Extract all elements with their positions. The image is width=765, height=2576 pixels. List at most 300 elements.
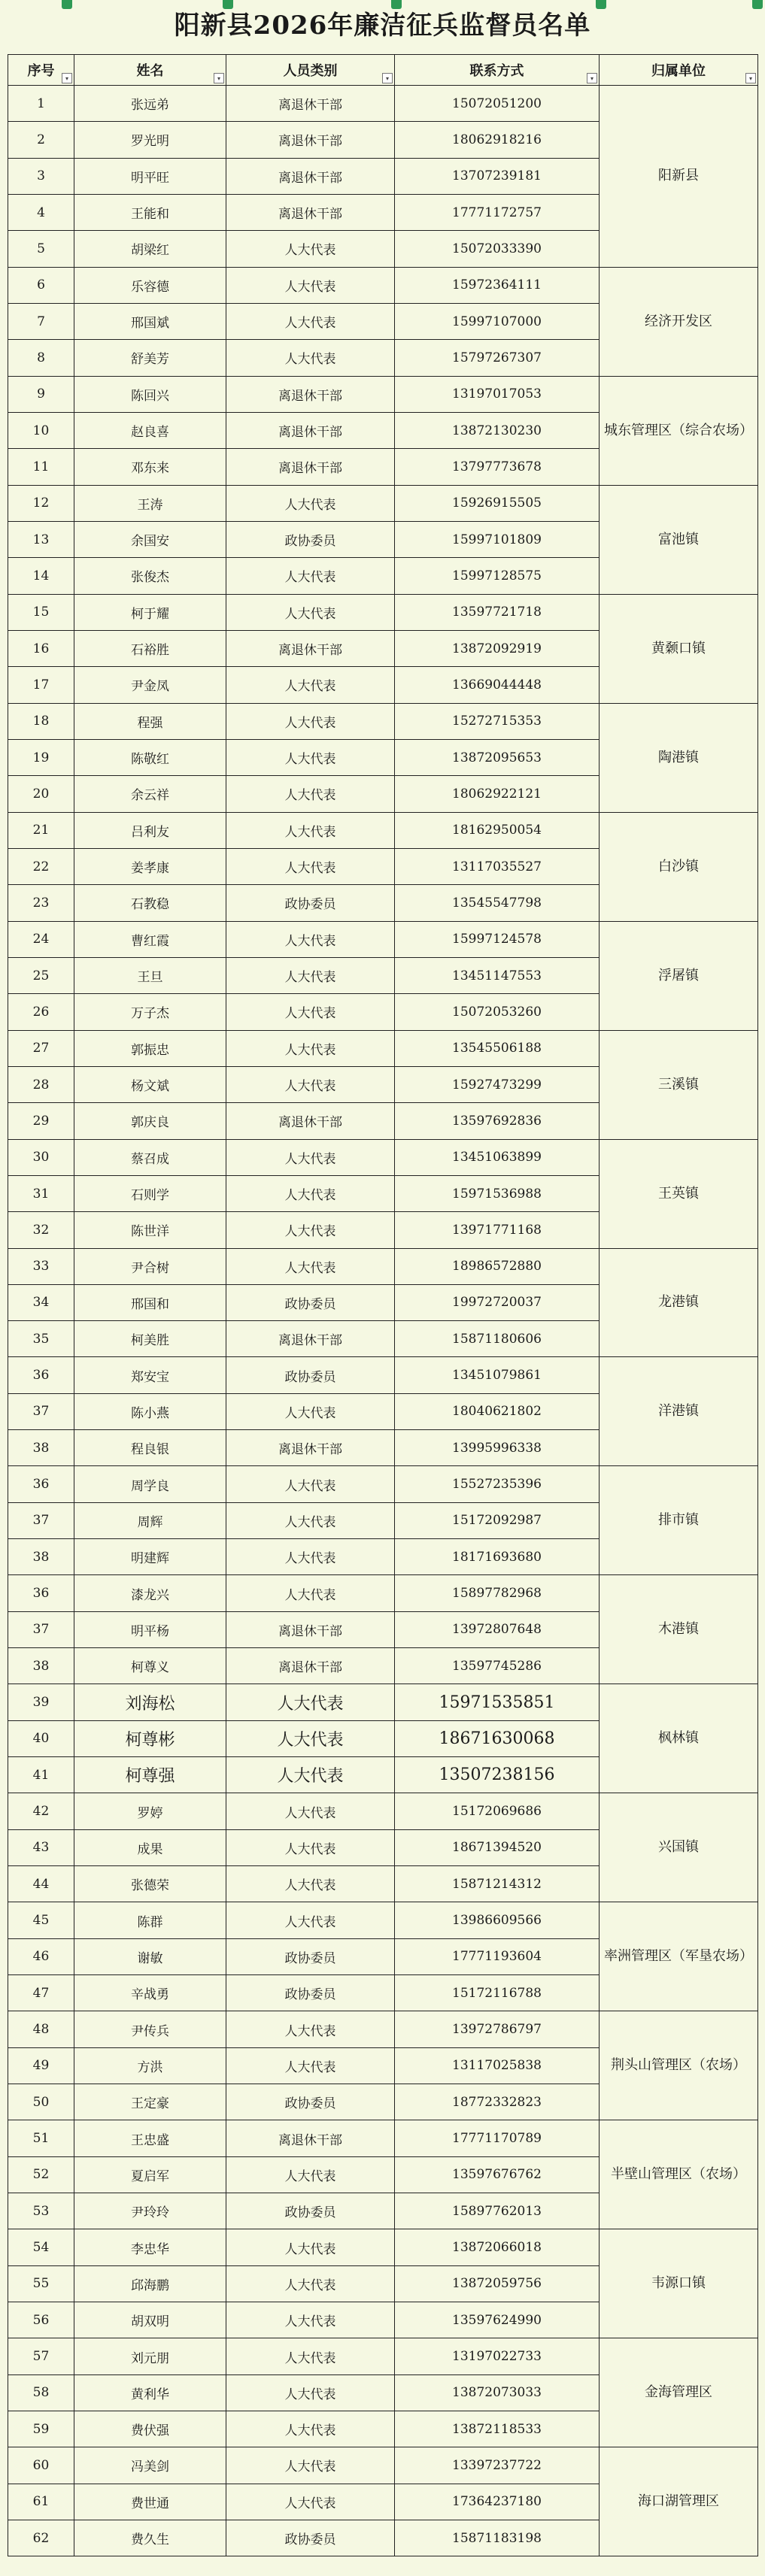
cell-no: 43 <box>8 1829 74 1865</box>
cell-name: 蔡召成 <box>74 1139 226 1175</box>
cell-category: 人大代表 <box>226 2374 395 2411</box>
cell-category: 人大代表 <box>226 812 395 848</box>
cell-no: 38 <box>8 1430 74 1466</box>
cell-no: 41 <box>8 1757 74 1793</box>
cell-name: 张德荣 <box>74 1866 226 1902</box>
cell-category: 离退休干部 <box>226 1321 395 1357</box>
cell-no: 33 <box>8 1248 74 1284</box>
cell-category: 人大代表 <box>226 2229 395 2265</box>
cell-no: 14 <box>8 558 74 594</box>
cell-name: 程良银 <box>74 1430 226 1466</box>
cell-no: 20 <box>8 776 74 812</box>
cell-phone: 13872066018 <box>395 2229 600 2265</box>
table-row <box>8 376 758 412</box>
filter-dropdown-icon[interactable]: ▾ <box>382 73 393 83</box>
cell-phone: 13197017053 <box>395 376 600 412</box>
cell-phone: 15871180606 <box>395 1321 600 1357</box>
cell-name: 程强 <box>74 703 226 739</box>
cell-category: 政协委员 <box>226 885 395 921</box>
cell-phone: 13597624990 <box>395 2302 600 2338</box>
cell-no: 34 <box>8 1284 74 1320</box>
cell-category: 人大代表 <box>226 848 395 884</box>
cell-no: 1 <box>8 86 74 122</box>
cell-category: 人大代表 <box>226 1175 395 1211</box>
cell-no: 21 <box>8 812 74 848</box>
cell-no: 35 <box>8 1321 74 1357</box>
cell-category: 人大代表 <box>226 1902 395 1938</box>
cell-no: 55 <box>8 2265 74 2302</box>
cell-name: 漆龙兴 <box>74 1575 226 1611</box>
cell-name: 费世通 <box>74 2484 226 2520</box>
cell-category: 政协委员 <box>226 2193 395 2229</box>
cell-category: 人大代表 <box>226 1684 395 1720</box>
cell-category: 离退休干部 <box>226 1430 395 1466</box>
cell-name: 周辉 <box>74 1502 226 1538</box>
cell-no: 38 <box>8 1539 74 1575</box>
table-row <box>8 1357 758 1393</box>
page-title: 阳新县2026年廉洁征兵监督员名单 <box>174 11 591 41</box>
cell-name: 张俊杰 <box>74 558 226 594</box>
cell-no: 8 <box>8 340 74 376</box>
cell-name: 柯尊义 <box>74 1648 226 1684</box>
filter-dropdown-icon[interactable]: ▾ <box>745 73 756 83</box>
cell-name: 陈群 <box>74 1902 226 1938</box>
table-row <box>8 1248 758 1284</box>
cell-org: 枫林镇 <box>600 1684 758 1793</box>
cell-no: 37 <box>8 1611 74 1647</box>
cell-no: 37 <box>8 1393 74 1429</box>
cell-phone: 15072051200 <box>395 86 600 122</box>
cell-no: 39 <box>8 1684 74 1720</box>
cell-category: 人大代表 <box>226 957 395 993</box>
header-phone[interactable]: 联系方式 ▾ <box>395 55 600 86</box>
cell-name: 尹传兵 <box>74 2011 226 2047</box>
table-row <box>8 1466 758 1502</box>
cell-no: 36 <box>8 1357 74 1393</box>
cell-phone: 13397237722 <box>395 2447 600 2484</box>
cell-name: 尹金凤 <box>74 667 226 703</box>
cell-phone: 13972807648 <box>395 1611 600 1647</box>
cell-category: 政协委员 <box>226 1284 395 1320</box>
cell-category: 人大代表 <box>226 1575 395 1611</box>
table-row <box>8 1793 758 1829</box>
cell-phone: 13117025838 <box>395 2047 600 2084</box>
cell-org: 率洲管理区（军垦农场） <box>600 1902 758 2011</box>
cell-no: 22 <box>8 848 74 884</box>
cell-category: 人大代表 <box>226 1212 395 1248</box>
cell-phone: 18171693680 <box>395 1539 600 1575</box>
filter-dropdown-icon[interactable]: ▾ <box>62 73 72 83</box>
cell-phone: 13507238156 <box>395 1757 600 1793</box>
cell-org: 富池镇 <box>600 485 758 594</box>
cell-org: 三溪镇 <box>600 1030 758 1139</box>
table-row <box>8 2120 758 2156</box>
cell-category: 人大代表 <box>226 2011 395 2047</box>
cell-name: 柯尊彬 <box>74 1720 226 1756</box>
cell-no: 60 <box>8 2447 74 2484</box>
cell-category: 人大代表 <box>226 921 395 957</box>
cell-name: 刘海松 <box>74 1684 226 1720</box>
cell-name: 赵良喜 <box>74 412 226 448</box>
cell-category: 人大代表 <box>226 594 395 630</box>
cell-name: 余国安 <box>74 521 226 557</box>
cell-phone: 17771193604 <box>395 1938 600 1974</box>
cell-no: 51 <box>8 2120 74 2156</box>
cell-name: 尹玲玲 <box>74 2193 226 2229</box>
header-name[interactable]: 姓名 ▾ <box>74 55 226 86</box>
filter-dropdown-icon[interactable]: ▾ <box>587 73 597 83</box>
cell-org: 陶港镇 <box>600 703 758 812</box>
cell-no: 56 <box>8 2302 74 2338</box>
cell-no: 58 <box>8 2374 74 2411</box>
cell-phone: 18162950054 <box>395 812 600 848</box>
cell-name: 邢国和 <box>74 1284 226 1320</box>
cell-category: 离退休干部 <box>226 122 395 158</box>
cell-no: 30 <box>8 1139 74 1175</box>
cell-no: 37 <box>8 1502 74 1538</box>
cell-org: 韦源口镇 <box>600 2229 758 2338</box>
cell-category: 人大代表 <box>226 2484 395 2520</box>
cell-name: 罗光明 <box>74 122 226 158</box>
cell-name: 方洪 <box>74 2047 226 2084</box>
cell-category: 人大代表 <box>226 1793 395 1829</box>
cell-name: 王忠盛 <box>74 2120 226 2156</box>
cell-name: 王旦 <box>74 957 226 993</box>
cell-org: 木港镇 <box>600 1575 758 1684</box>
cell-phone: 15172116788 <box>395 1975 600 2011</box>
filter-dropdown-icon[interactable]: ▾ <box>214 73 224 83</box>
cell-phone: 13451079861 <box>395 1357 600 1393</box>
cell-phone: 18062922121 <box>395 776 600 812</box>
cell-phone: 19972720037 <box>395 1284 600 1320</box>
cell-phone: 13971771168 <box>395 1212 600 1248</box>
cell-category: 人大代表 <box>226 2411 395 2447</box>
cell-category: 人大代表 <box>226 776 395 812</box>
cell-phone: 13545547798 <box>395 885 600 921</box>
cell-name: 夏启军 <box>74 2156 226 2193</box>
cell-phone: 15072053260 <box>395 994 600 1030</box>
cell-no: 48 <box>8 2011 74 2047</box>
cell-name: 周学良 <box>74 1466 226 1502</box>
cell-org: 海口湖管理区 <box>600 2447 758 2556</box>
table-row <box>8 2229 758 2265</box>
cell-phone: 13197022733 <box>395 2338 600 2374</box>
cell-name: 张远弟 <box>74 86 226 122</box>
cell-no: 17 <box>8 667 74 703</box>
cell-no: 28 <box>8 1066 74 1102</box>
cell-phone: 13451147553 <box>395 957 600 993</box>
cell-phone: 15971536988 <box>395 1175 600 1211</box>
cell-org: 白沙镇 <box>600 812 758 921</box>
cell-name: 陈小燕 <box>74 1393 226 1429</box>
cell-category: 人大代表 <box>226 2447 395 2484</box>
cell-name: 邓东来 <box>74 449 226 485</box>
cell-category: 人大代表 <box>226 1139 395 1175</box>
cell-phone: 13545506188 <box>395 1030 600 1066</box>
cell-no: 59 <box>8 2411 74 2447</box>
cell-category: 政协委员 <box>226 2520 395 2556</box>
cell-phone: 15871214312 <box>395 1866 600 1902</box>
cell-no: 4 <box>8 194 74 230</box>
cell-category: 人大代表 <box>226 231 395 267</box>
cell-name: 辛战勇 <box>74 1975 226 2011</box>
cell-org: 龙港镇 <box>600 1248 758 1357</box>
cell-category: 人大代表 <box>226 340 395 376</box>
cell-category: 离退休干部 <box>226 630 395 666</box>
header-org[interactable]: 归属单位 ▾ <box>600 55 758 86</box>
cell-org: 黄颡口镇 <box>600 594 758 703</box>
cell-no: 19 <box>8 739 74 775</box>
cell-no: 36 <box>8 1466 74 1502</box>
cell-phone: 13597676762 <box>395 2156 600 2193</box>
cell-phone: 17771172757 <box>395 194 600 230</box>
cell-name: 柯尊强 <box>74 1757 226 1793</box>
table-row <box>8 267 758 303</box>
table-header-row <box>8 55 758 86</box>
header-no[interactable]: 序号 ▾ <box>8 55 74 86</box>
cell-name: 石裕胜 <box>74 630 226 666</box>
cell-phone: 13872095653 <box>395 739 600 775</box>
cell-category: 人大代表 <box>226 485 395 521</box>
cell-no: 49 <box>8 2047 74 2084</box>
cell-name: 刘元朋 <box>74 2338 226 2374</box>
cell-name: 陈敬红 <box>74 739 226 775</box>
cell-name: 胡梁红 <box>74 231 226 267</box>
cell-phone: 15972364111 <box>395 267 600 303</box>
table-row <box>8 485 758 521</box>
cell-category: 人大代表 <box>226 2302 395 2338</box>
cell-category: 离退休干部 <box>226 1611 395 1647</box>
cell-no: 13 <box>8 521 74 557</box>
cell-org: 经济开发区 <box>600 267 758 376</box>
cell-no: 24 <box>8 921 74 957</box>
cell-org: 金海管理区 <box>600 2338 758 2447</box>
cell-no: 10 <box>8 412 74 448</box>
cell-phone: 15272715353 <box>395 703 600 739</box>
cell-phone: 13872073033 <box>395 2374 600 2411</box>
cell-category: 离退休干部 <box>226 1648 395 1684</box>
cell-phone: 13707239181 <box>395 158 600 194</box>
cell-category: 离退休干部 <box>226 194 395 230</box>
cell-no: 36 <box>8 1575 74 1611</box>
cell-no: 45 <box>8 1902 74 1938</box>
cell-name: 成果 <box>74 1829 226 1865</box>
cell-no: 18 <box>8 703 74 739</box>
cell-phone: 15997124578 <box>395 921 600 957</box>
cell-name: 费伏强 <box>74 2411 226 2447</box>
cell-name: 万子杰 <box>74 994 226 1030</box>
cell-phone: 13597721718 <box>395 594 600 630</box>
supervisor-table <box>8 54 758 2556</box>
cell-phone: 18671630068 <box>395 1720 600 1756</box>
cell-name: 谢敏 <box>74 1938 226 1974</box>
cell-category: 政协委员 <box>226 2084 395 2120</box>
cell-name: 尹合树 <box>74 1248 226 1284</box>
cell-category: 人大代表 <box>226 1030 395 1066</box>
cell-category: 离退休干部 <box>226 86 395 122</box>
cell-category: 人大代表 <box>226 1066 395 1102</box>
cell-name: 吕利友 <box>74 812 226 848</box>
cell-category: 人大代表 <box>226 1502 395 1538</box>
cell-name: 余云祥 <box>74 776 226 812</box>
cell-category: 人大代表 <box>226 1720 395 1756</box>
cell-no: 15 <box>8 594 74 630</box>
cell-no: 2 <box>8 122 74 158</box>
cell-phone: 15072033390 <box>395 231 600 267</box>
cell-phone: 18772332823 <box>395 2084 600 2120</box>
cell-phone: 13986609566 <box>395 1902 600 1938</box>
cell-no: 54 <box>8 2229 74 2265</box>
cell-phone: 15926915505 <box>395 485 600 521</box>
table-row <box>8 1030 758 1066</box>
table-row <box>8 2338 758 2374</box>
cell-name: 明平杨 <box>74 1611 226 1647</box>
cell-phone: 13872118533 <box>395 2411 600 2447</box>
table-row <box>8 703 758 739</box>
cell-no: 16 <box>8 630 74 666</box>
cell-no: 57 <box>8 2338 74 2374</box>
cell-name: 郑安宝 <box>74 1357 226 1393</box>
cell-category: 人大代表 <box>226 2338 395 2374</box>
cell-phone: 13669044448 <box>395 667 600 703</box>
cell-no: 6 <box>8 267 74 303</box>
cell-phone: 13597692836 <box>395 1103 600 1139</box>
cell-no: 25 <box>8 957 74 993</box>
cell-name: 柯美胜 <box>74 1321 226 1357</box>
cell-name: 王定豪 <box>74 2084 226 2120</box>
cell-category: 离退休干部 <box>226 158 395 194</box>
cell-category: 人大代表 <box>226 1829 395 1865</box>
cell-phone: 18986572880 <box>395 1248 600 1284</box>
cell-name: 柯于耀 <box>74 594 226 630</box>
cell-category: 人大代表 <box>226 2265 395 2302</box>
cell-phone: 18040621802 <box>395 1393 600 1429</box>
cell-no: 3 <box>8 158 74 194</box>
table-row <box>8 1139 758 1175</box>
cell-no: 38 <box>8 1648 74 1684</box>
cell-no: 47 <box>8 1975 74 2011</box>
cell-phone: 15871183198 <box>395 2520 600 2556</box>
cell-org: 阳新县 <box>600 86 758 268</box>
cell-name: 郭庆良 <box>74 1103 226 1139</box>
cell-category: 离退休干部 <box>226 376 395 412</box>
cell-no: 12 <box>8 485 74 521</box>
cell-name: 石教稳 <box>74 885 226 921</box>
table-row <box>8 1902 758 1938</box>
table-row <box>8 1684 758 1720</box>
cell-category: 人大代表 <box>226 994 395 1030</box>
cell-category: 人大代表 <box>226 1539 395 1575</box>
cell-name: 费久生 <box>74 2520 226 2556</box>
cell-no: 11 <box>8 449 74 485</box>
sheet-top-bar <box>0 0 765 41</box>
cell-phone: 15927473299 <box>395 1066 600 1102</box>
cell-category: 人大代表 <box>226 2047 395 2084</box>
cell-category: 人大代表 <box>226 558 395 594</box>
cell-phone: 15971535851 <box>395 1684 600 1720</box>
cell-category: 离退休干部 <box>226 1103 395 1139</box>
cell-name: 李忠华 <box>74 2229 226 2265</box>
cell-name: 乐容德 <box>74 267 226 303</box>
cell-category: 离退休干部 <box>226 412 395 448</box>
cell-no: 9 <box>8 376 74 412</box>
cell-org: 洋港镇 <box>600 1357 758 1466</box>
cell-category: 离退休干部 <box>226 2120 395 2156</box>
table-row <box>8 2011 758 2047</box>
cell-org: 排市镇 <box>600 1466 758 1575</box>
cell-no: 46 <box>8 1938 74 1974</box>
cell-no: 29 <box>8 1103 74 1139</box>
cell-no: 31 <box>8 1175 74 1211</box>
cell-name: 黄利华 <box>74 2374 226 2411</box>
cell-name: 明建辉 <box>74 1539 226 1575</box>
cell-phone: 13872059756 <box>395 2265 600 2302</box>
cell-category: 人大代表 <box>226 667 395 703</box>
cell-phone: 15897782968 <box>395 1575 600 1611</box>
cell-no: 62 <box>8 2520 74 2556</box>
cell-name: 罗婷 <box>74 1793 226 1829</box>
cell-phone: 15997128575 <box>395 558 600 594</box>
cell-phone: 15897762013 <box>395 2193 600 2229</box>
cell-name: 王能和 <box>74 194 226 230</box>
cell-category: 政协委员 <box>226 1938 395 1974</box>
cell-name: 明平旺 <box>74 158 226 194</box>
cell-name: 冯美剑 <box>74 2447 226 2484</box>
cell-category: 离退休干部 <box>226 449 395 485</box>
cell-no: 32 <box>8 1212 74 1248</box>
cell-phone: 13597745286 <box>395 1648 600 1684</box>
table-row <box>8 594 758 630</box>
cell-phone: 13972786797 <box>395 2011 600 2047</box>
cell-org: 城东管理区（综合农场） <box>600 376 758 485</box>
cell-category: 人大代表 <box>226 739 395 775</box>
cell-phone: 15527235396 <box>395 1466 600 1502</box>
cell-phone: 18671394520 <box>395 1829 600 1865</box>
cell-phone: 13872130230 <box>395 412 600 448</box>
table-row <box>8 921 758 957</box>
cell-name: 舒美芳 <box>74 340 226 376</box>
cell-category: 人大代表 <box>226 1866 395 1902</box>
cell-no: 5 <box>8 231 74 267</box>
cell-name: 陈回兴 <box>74 376 226 412</box>
cell-name: 邢国斌 <box>74 303 226 339</box>
cell-name: 胡双明 <box>74 2302 226 2338</box>
cell-category: 人大代表 <box>226 267 395 303</box>
cell-no: 26 <box>8 994 74 1030</box>
cell-no: 7 <box>8 303 74 339</box>
cell-phone: 17771170789 <box>395 2120 600 2156</box>
cell-phone: 15997101809 <box>395 521 600 557</box>
cell-phone: 15172092987 <box>395 1502 600 1538</box>
header-category[interactable]: 人员类别 ▾ <box>226 55 395 86</box>
cell-category: 政协委员 <box>226 521 395 557</box>
cell-name: 陈世洋 <box>74 1212 226 1248</box>
cell-phone: 15172069686 <box>395 1793 600 1829</box>
cell-category: 人大代表 <box>226 1466 395 1502</box>
cell-category: 人大代表 <box>226 1393 395 1429</box>
cell-org: 半壁山管理区（农场） <box>600 2120 758 2229</box>
cell-org: 兴国镇 <box>600 1793 758 1902</box>
cell-org: 荆头山管理区（农场） <box>600 2011 758 2120</box>
table-row <box>8 812 758 848</box>
cell-category: 人大代表 <box>226 2156 395 2193</box>
cell-name: 王涛 <box>74 485 226 521</box>
cell-phone: 15997107000 <box>395 303 600 339</box>
cell-phone: 18062918216 <box>395 122 600 158</box>
cell-no: 27 <box>8 1030 74 1066</box>
cell-category: 政协委员 <box>226 1357 395 1393</box>
cell-name: 邱海鹏 <box>74 2265 226 2302</box>
